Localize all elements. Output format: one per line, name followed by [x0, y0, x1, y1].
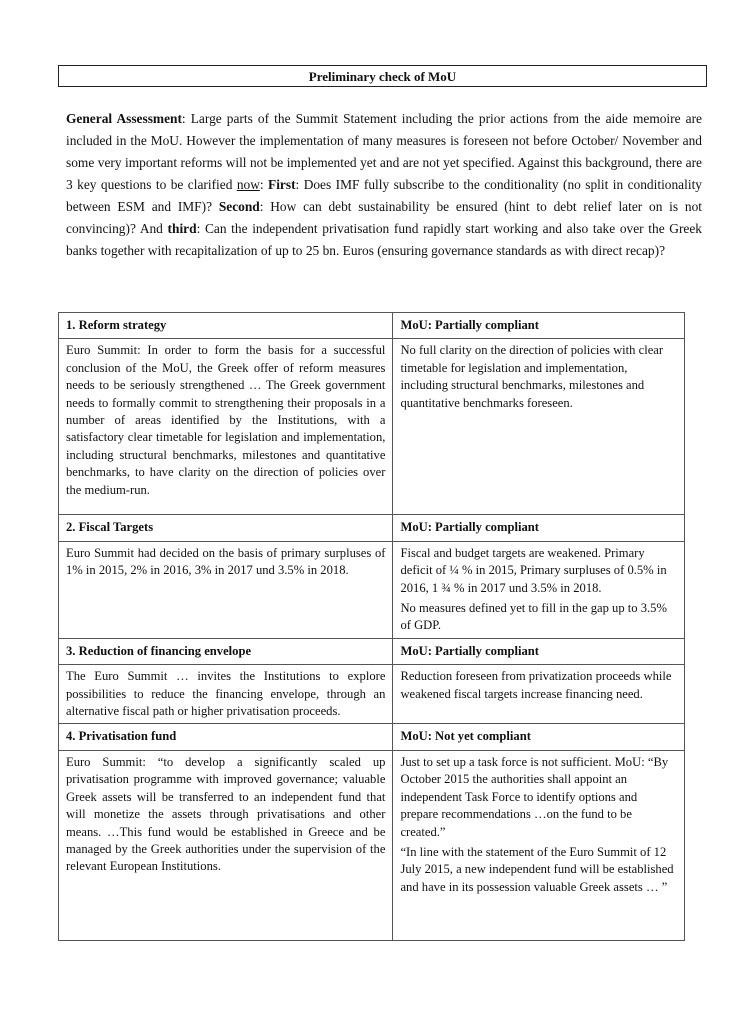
document-title: Preliminary check of MoU	[58, 65, 707, 87]
section-body-row	[59, 665, 685, 724]
assessment-text-5: : Can the independent privatisation fund rapidly start working and also take over the Greek banks together with recapitalization of up to 25 bn. Euros (ensuring governance standards as with direct recap)?	[66, 221, 703, 258]
assessment-text-1: : Large parts of the Summit Statement including the prior actions from the aide memoire are included in the MoU. However the implementation of many measures is foreseen not before October/ November and some very important reforms will not be implemented yet and are not yet specified. Against this background, there are 3 key questions to be clarified	[66, 111, 702, 192]
section-body-row	[59, 541, 685, 638]
section-body-row	[59, 750, 685, 940]
section-header-row	[59, 313, 685, 339]
summit-text: The Euro Summit … invites the Institutions to explore possibilities to reduce the financing envelope, through an alternative fiscal path or higher privatisation proceeds.	[59, 665, 393, 724]
mou-compliance-table	[58, 312, 685, 941]
assessment-text-3: : Does IMF fully subscribe to the conditionality (no split in conditionality between ESM and IMF)?	[66, 177, 702, 214]
assessment-text-2: :	[259, 177, 269, 192]
assessment-third: third	[167, 221, 197, 236]
summit-text: Euro Summit had decided on the basis of primary surpluses of 1% in 2015, 2% in 2016, 3% in 2017 und 3.5% in 2018.	[59, 541, 393, 638]
mou-assessment	[393, 750, 685, 940]
section-status: MoU: Partially compliant	[393, 515, 685, 541]
assessment-now: now	[236, 177, 260, 192]
assessment-label: General Assessment	[66, 111, 182, 126]
summit-text: Euro Summit: In order to form the basis for a successful conclusion of the MoU, the Greek offer of reform measures needs to be seriously strengthened … The Greek government needs to formally commit to strengthening their proposals in a number of areas identified by the Institutions, with a satisfactory clear timetable for legislation and implementation, including structural benchmarks, milestones and quantitative benchmarks, to have clarity on the direction of policies over the medium-run.	[59, 339, 393, 515]
mou-assessment	[393, 541, 685, 638]
mou-paragraph: No measures defined yet to fill in the gap up to 3.5% of GDP.	[400, 601, 667, 633]
section-status: MoU: Partially compliant	[393, 313, 685, 339]
section-heading: 1. Reform strategy	[59, 313, 393, 339]
section-heading: 2. Fiscal Targets	[59, 515, 393, 541]
mou-paragraph: Reduction foreseen from privatization proceeds while weakened fiscal targets increase financing need.	[400, 669, 672, 701]
section-header-row	[59, 638, 685, 664]
section-heading: 4. Privatisation fund	[59, 724, 393, 750]
section-header-row	[59, 515, 685, 541]
mou-paragraph: Fiscal and budget targets are weakened. Primary deficit of ¼ % in 2015, Primary surpluses of 0.5% in 2016, 1 ¾ % in 2017 und 3.5% in 2018.	[400, 545, 667, 595]
assessment-text-4: : How can debt sustainability be ensured (hint to debt relief later on is not convincing)? And	[66, 199, 702, 236]
assessment-second: Second	[218, 199, 260, 214]
section-status: MoU: Not yet compliant	[393, 724, 685, 750]
mou-assessment	[393, 665, 685, 724]
mou-paragraph: No full clarity on the direction of policies with clear timetable for legislation and implementation, including structural benchmarks, milestones and quantitative benchmarks foreseen.	[400, 343, 664, 410]
mou-paragraph: “In line with the statement of the Euro Summit of 12 July 2015, a new independent fund will be established and have in its possession valuable Greek assets … ”	[400, 844, 674, 894]
assessment-first: First	[268, 177, 296, 192]
section-heading: 3. Reduction of financing envelope	[59, 638, 393, 664]
mou-paragraph: Just to set up a task force is not sufficient. MoU: “By October 2015 the authorities shall appoint an independent Task Force to identify options and prepare recommendations …on the fund to be created.”	[400, 754, 669, 839]
general-assessment	[66, 108, 702, 262]
section-header-row	[59, 724, 685, 750]
section-status: MoU: Partially compliant	[393, 638, 685, 664]
summit-text: Euro Summit: “to develop a significantly scaled up privatisation programme with improved governance; valuable Greek assets will be transferred to an independent fund that will monetize the assets through privatisations and other means. …This fund would be established in Greece and be managed by the Greek authorities under the supervision of the relevant European Institutions.	[59, 750, 393, 940]
section-body-row	[59, 339, 685, 515]
mou-assessment	[393, 339, 685, 515]
